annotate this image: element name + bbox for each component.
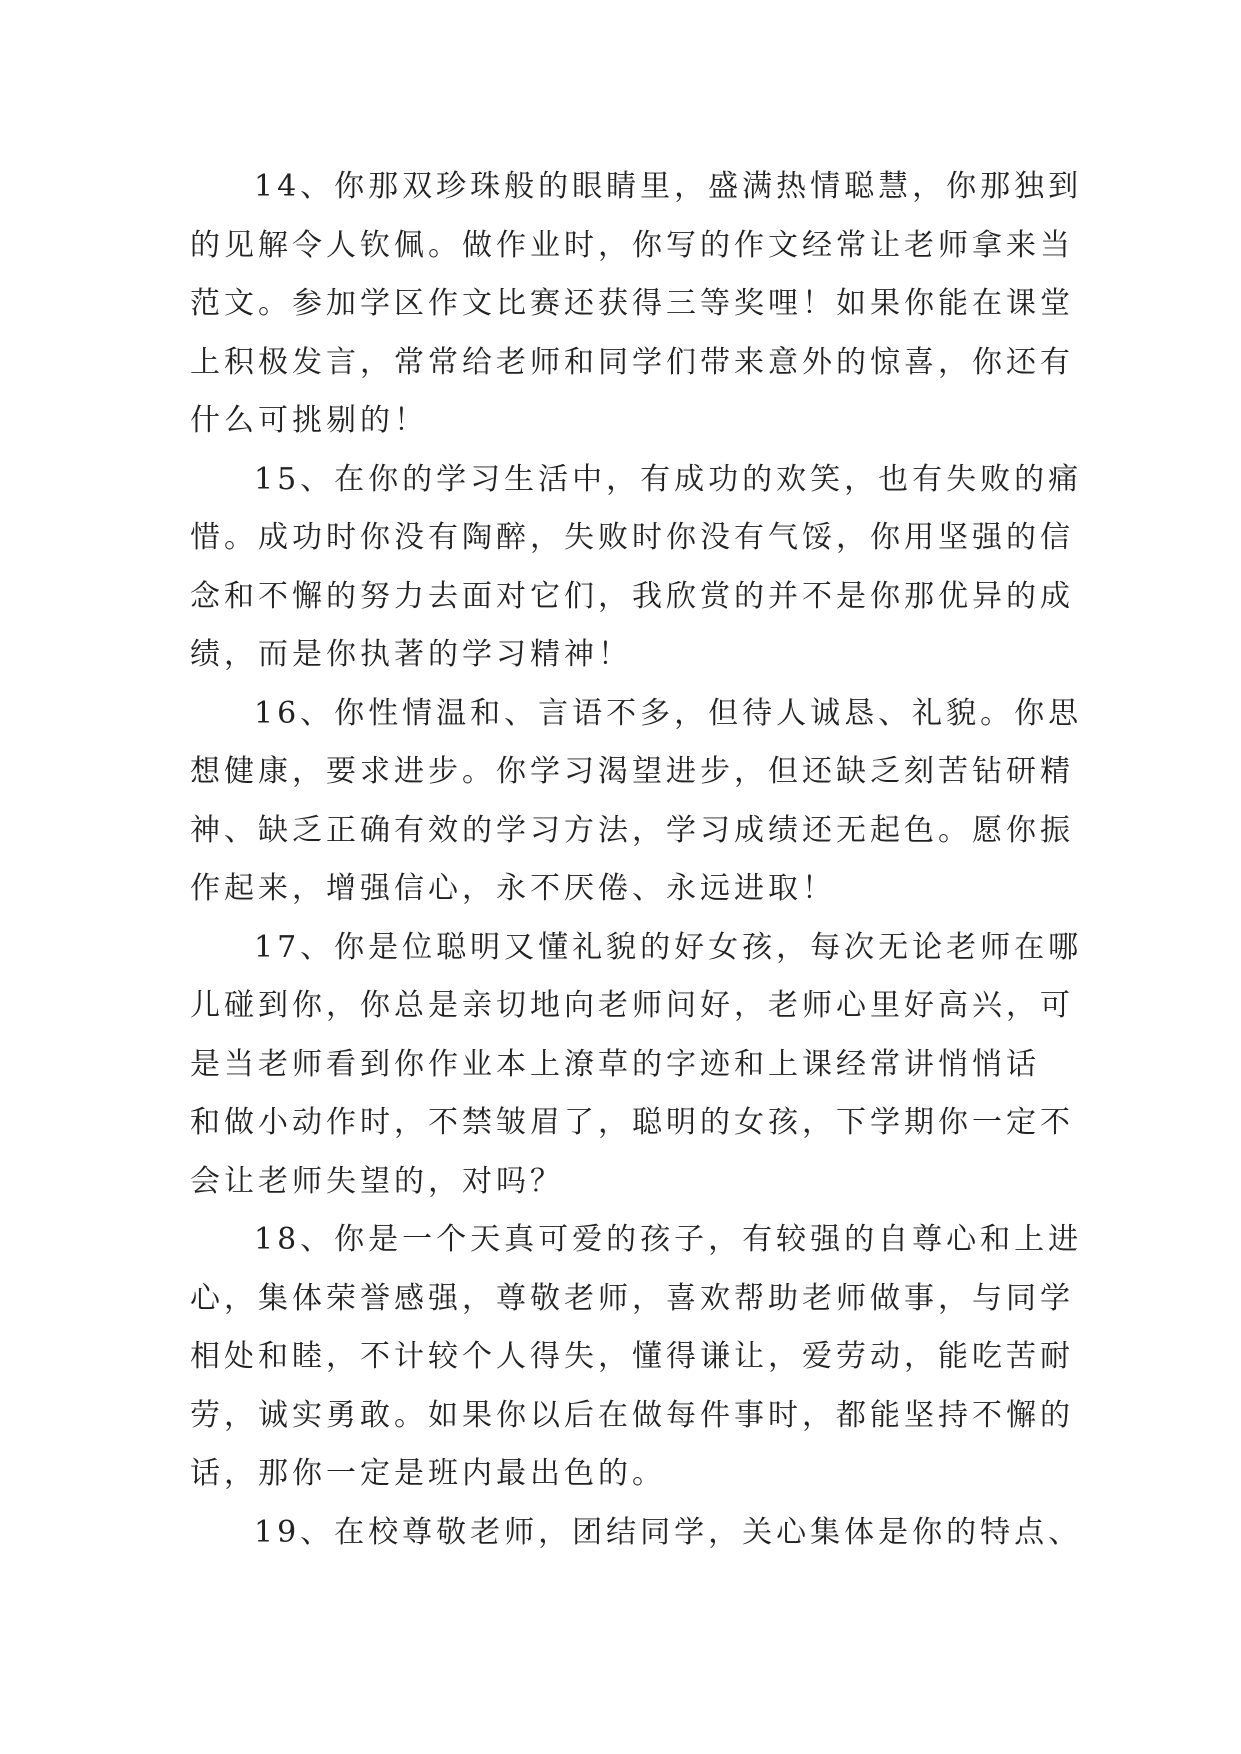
text-line: 神、缺乏正确有效的学习方法，学习成绩还无起色。愿你振	[190, 812, 1074, 848]
text-line: 和做小动作时，不禁皱眉了，聪明的女孩，下学期你一定不	[190, 1105, 1074, 1140]
text-line: 17、你是位聪明又懂礼貌的好女孩，每次无论老师在哪	[254, 929, 1083, 965]
text-line: 16、你性情温和、言语不多，但待人诚恳、礼貌。你思	[254, 695, 1083, 731]
text-line: 什么可挑剔的！	[190, 403, 428, 438]
paragraph-15	[190, 451, 1083, 685]
text-line: 是当老师看到你作业本上潦草的字迹和上课经常讲悄悄话	[190, 1046, 1040, 1082]
text-line: 念和不懈的努力去面对它们，我欣赏的并不是你那优异的成	[190, 578, 1074, 614]
paragraph-16	[190, 685, 1083, 919]
text-line: 19、在校尊敬老师，团结同学，关心集体是你的特点、	[254, 1514, 1083, 1550]
paragraph-18	[190, 1211, 1083, 1504]
text-line: 绩，而是你执著的学习精神！	[190, 637, 632, 672]
text-line: 会让老师失望的，对吗？	[190, 1163, 564, 1199]
text-line: 18、你是一个天真可爱的孩子，有较强的自尊心和上进	[254, 1222, 1083, 1257]
document-body	[190, 158, 1083, 1562]
text-line: 儿碰到你，你总是亲切地向老师问好，老师心里好高兴，可	[190, 988, 1074, 1023]
paragraph-19	[190, 1504, 1083, 1563]
text-line: 范文。参加学区作文比赛还获得三等奖哩！如果你能在课堂	[190, 286, 1074, 321]
text-line: 上积极发言，常常给老师和同学们带来意外的惊喜，你还有	[190, 344, 1074, 380]
paragraph-17	[190, 919, 1083, 1212]
text-line: 话，那你一定是班内最出色的。	[190, 1456, 666, 1491]
text-line: 作起来，增强信心，永不厌倦、永远进取！	[190, 871, 836, 906]
paragraph-14	[190, 158, 1083, 451]
text-line: 劳，诚实勇敢。如果你以后在做每件事时，都能坚持不懈的	[190, 1397, 1074, 1433]
text-line: 惜。成功时你没有陶醉，失败时你没有气馁，你用坚强的信	[190, 520, 1074, 555]
text-line: 相处和睦，不计较个人得失，懂得谦让，爱劳动，能吃苦耐	[190, 1339, 1074, 1374]
text-line: 心，集体荣誉感强，尊敬老师，喜欢帮助老师做事，与同学	[190, 1280, 1074, 1316]
text-line: 的见解令人钦佩。做作业时，你写的作文经常让老师拿来当	[190, 227, 1074, 263]
text-line: 15、在你的学习生活中，有成功的欢笑，也有失败的痛	[254, 461, 1083, 497]
text-line: 14、你那双珍珠般的眼睛里，盛满热情聪慧，你那独到	[254, 169, 1083, 204]
text-line: 想健康，要求进步。你学习渴望进步，但还缺乏刻苦钻研精	[190, 754, 1074, 789]
